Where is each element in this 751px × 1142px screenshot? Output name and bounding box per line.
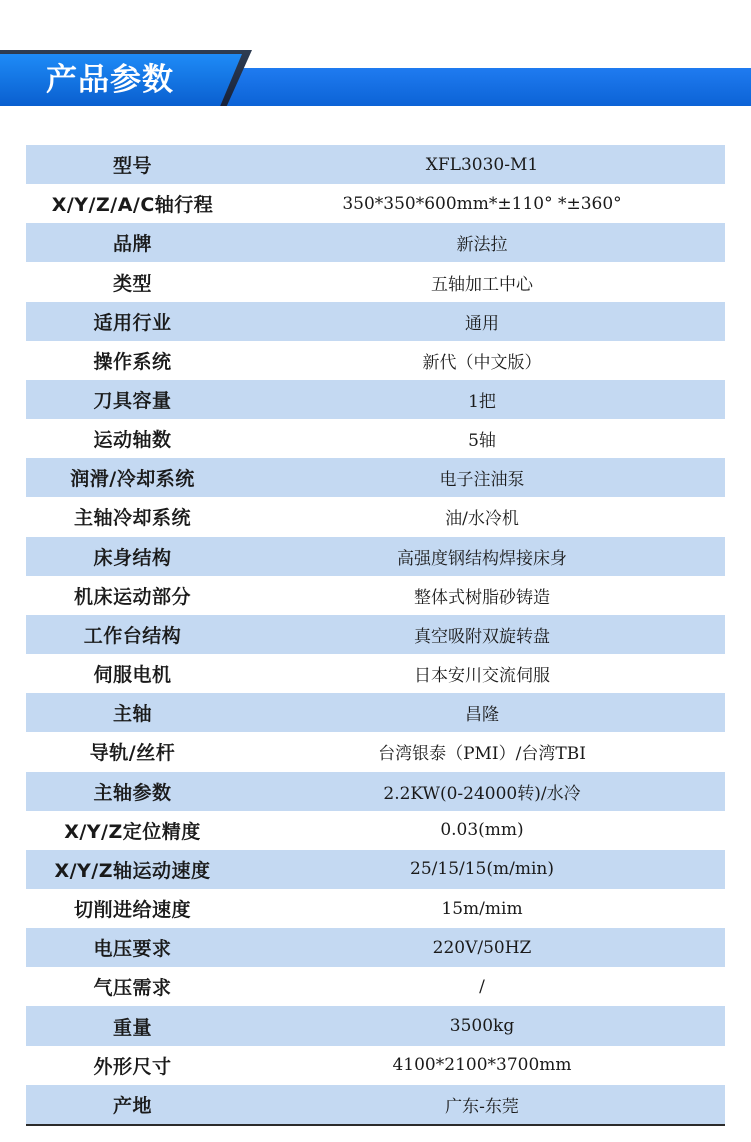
- spec-row: [26, 967, 725, 1006]
- spec-row: [26, 380, 725, 419]
- spec-value: /: [239, 967, 725, 1006]
- section-banner: [0, 48, 751, 110]
- spec-value: 新代（中文版）: [239, 341, 725, 380]
- spec-label: 主轴参数: [26, 772, 239, 811]
- spec-value: 4100*2100*3700mm: [239, 1046, 725, 1085]
- spec-value: 电子注油泵: [239, 458, 725, 497]
- spec-label: 床身结构: [26, 537, 239, 576]
- spec-row: [26, 341, 725, 380]
- spec-value: 广东-东莞: [239, 1085, 725, 1124]
- spec-row: [26, 1085, 725, 1124]
- spec-row: [26, 732, 725, 771]
- spec-label: 类型: [26, 262, 239, 301]
- spec-label: 导轨/丝杆: [26, 732, 239, 771]
- spec-table: [26, 145, 725, 1124]
- spec-label: 切削进给速度: [26, 889, 239, 928]
- spec-value: 高强度钢结构焊接床身: [239, 537, 725, 576]
- spec-label: 操作系统: [26, 341, 239, 380]
- spec-label: X/Y/Z/A/C轴行程: [26, 184, 239, 223]
- spec-label: 机床运动部分: [26, 576, 239, 615]
- spec-value: 通用: [239, 302, 725, 341]
- spec-value: 25/15/15(m/min): [239, 850, 725, 889]
- spec-label: 刀具容量: [26, 380, 239, 419]
- spec-row: [26, 1006, 725, 1045]
- spec-label: 运动轴数: [26, 419, 239, 458]
- spec-row: [26, 262, 725, 301]
- spec-row: [26, 184, 725, 223]
- spec-row: [26, 654, 725, 693]
- spec-label: 品牌: [26, 223, 239, 262]
- spec-label: 外形尺寸: [26, 1046, 239, 1085]
- spec-label: 产地: [26, 1085, 239, 1124]
- spec-value: 3500kg: [239, 1006, 725, 1045]
- spec-value: XFL3030-M1: [239, 145, 725, 184]
- spec-value: 新法拉: [239, 223, 725, 262]
- spec-label: 伺服电机: [26, 654, 239, 693]
- spec-row: [26, 537, 725, 576]
- spec-value: 昌隆: [239, 693, 725, 732]
- spec-row: [26, 850, 725, 889]
- spec-label: 电压要求: [26, 928, 239, 967]
- spec-row: [26, 302, 725, 341]
- spec-label: 工作台结构: [26, 615, 239, 654]
- table-bottom-border: [26, 1124, 725, 1126]
- spec-value: 1把: [239, 380, 725, 419]
- spec-value: 整体式树脂砂铸造: [239, 576, 725, 615]
- spec-label: 重量: [26, 1006, 239, 1045]
- spec-row: [26, 615, 725, 654]
- spec-value: 2.2KW(0-24000转)/水冷: [239, 772, 725, 811]
- spec-row: [26, 1046, 725, 1085]
- spec-row: [26, 145, 725, 184]
- spec-row: [26, 772, 725, 811]
- spec-table-body: [26, 145, 725, 1124]
- spec-value: 0.03(mm): [239, 811, 725, 850]
- spec-label: 主轴冷却系统: [26, 497, 239, 536]
- spec-label: 型号: [26, 145, 239, 184]
- section-title: 产品参数: [46, 62, 174, 98]
- spec-value: 日本安川交流伺服: [239, 654, 725, 693]
- spec-label: X/Y/Z轴运动速度: [26, 850, 239, 889]
- spec-value: 油/水冷机: [239, 497, 725, 536]
- spec-row: [26, 693, 725, 732]
- spec-value: 五轴加工中心: [239, 262, 725, 301]
- spec-value: 台湾银泰（PMI）/台湾TBI: [239, 732, 725, 771]
- spec-value: 350*350*600mm*±110° *±360°: [239, 184, 725, 223]
- spec-value: 15m/mim: [239, 889, 725, 928]
- spec-label: 润滑/冷却系统: [26, 458, 239, 497]
- spec-row: [26, 223, 725, 262]
- spec-row: [26, 419, 725, 458]
- spec-value: 真空吸附双旋转盘: [239, 615, 725, 654]
- spec-value: 5轴: [239, 419, 725, 458]
- spec-row: [26, 576, 725, 615]
- spec-row: [26, 497, 725, 536]
- spec-row: [26, 928, 725, 967]
- spec-label: 适用行业: [26, 302, 239, 341]
- spec-row: [26, 458, 725, 497]
- spec-row: [26, 889, 725, 928]
- spec-row: [26, 811, 725, 850]
- spec-label: X/Y/Z定位精度: [26, 811, 239, 850]
- spec-label: 气压需求: [26, 967, 239, 1006]
- spec-value: 220V/50HZ: [239, 928, 725, 967]
- spec-label: 主轴: [26, 693, 239, 732]
